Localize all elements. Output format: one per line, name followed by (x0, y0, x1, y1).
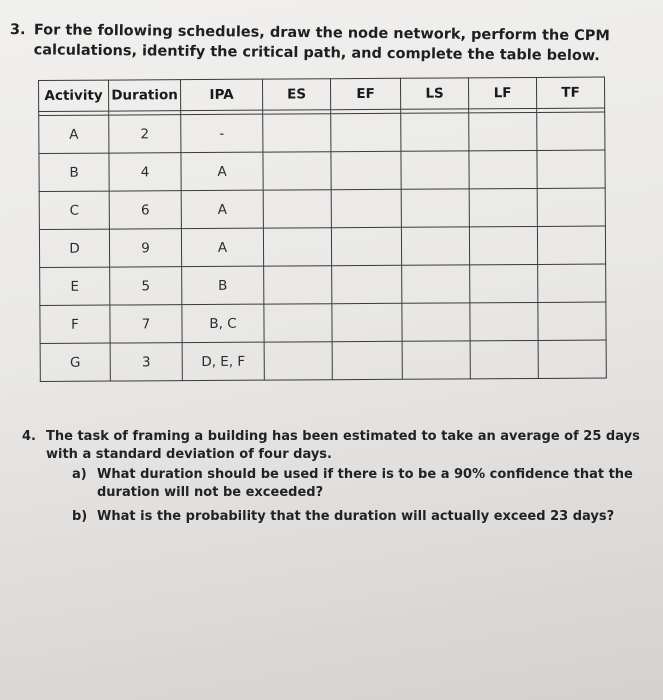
part-b-label: b) (72, 509, 88, 524)
ipa-cell: B, C (182, 304, 264, 343)
es-cell[interactable] (263, 152, 331, 190)
lf-cell[interactable] (469, 188, 537, 226)
activity-cell: B (39, 153, 109, 191)
ef-cell[interactable] (331, 113, 401, 151)
table-row (40, 302, 606, 343)
ipa-cell: A (181, 228, 263, 267)
part-a-text: What duration should be used if there is to be a 90% confidence that the duration will not be exceeded? (97, 467, 633, 500)
header-ls: LS (400, 78, 468, 109)
duration-cell: 3 (110, 343, 182, 381)
ls-cell[interactable] (401, 189, 469, 227)
ef-cell[interactable] (331, 189, 401, 227)
duration-cell: 9 (109, 229, 181, 267)
duration-cell: 7 (110, 305, 182, 343)
ipa-cell: D, E, F (182, 342, 264, 381)
duration-cell: 5 (110, 267, 182, 305)
question-4-text: The task of framing a building has been estimated to take an average of 25 days with a standard deviation of four days. (46, 429, 640, 462)
table-row (39, 150, 605, 191)
tf-cell[interactable] (538, 302, 606, 340)
activity-cell: G (40, 343, 110, 381)
ipa-cell: A (181, 190, 263, 229)
cpm-table (38, 77, 607, 382)
part-b-text: What is the probability that the duration will actually exceed 23 days? (97, 509, 615, 524)
ef-cell[interactable] (331, 227, 401, 265)
ipa-cell: A (181, 152, 263, 191)
header-duration: Duration (109, 80, 181, 111)
duration-cell: 6 (109, 191, 181, 229)
table-row (39, 226, 605, 267)
ls-cell[interactable] (402, 341, 470, 379)
header-activity: Activity (39, 80, 109, 111)
es-cell[interactable] (263, 190, 331, 228)
ls-cell[interactable] (401, 151, 469, 189)
activity-cell: C (39, 191, 109, 229)
part-a-label: a) (72, 467, 87, 482)
duration-cell: 2 (109, 115, 181, 153)
header-es: ES (262, 79, 330, 110)
header-tf: TF (536, 77, 604, 108)
question-3-text: For the following schedules, draw the node network, perform the CPM calculations, identify the critical path, and complete the table below. (33, 22, 610, 65)
lf-cell[interactable] (469, 112, 537, 150)
es-cell[interactable] (263, 114, 331, 152)
lf-cell[interactable] (470, 302, 538, 340)
tf-cell[interactable] (537, 150, 605, 188)
tf-cell[interactable] (537, 112, 605, 150)
header-ef: EF (330, 78, 400, 109)
ls-cell[interactable] (402, 265, 470, 303)
es-cell[interactable] (264, 266, 332, 304)
duration-cell: 4 (109, 153, 181, 191)
ef-cell[interactable] (331, 151, 401, 189)
es-cell[interactable] (264, 342, 332, 380)
ef-cell[interactable] (332, 303, 402, 341)
ipa-cell: - (181, 114, 263, 153)
ls-cell[interactable] (402, 303, 470, 341)
lf-cell[interactable] (469, 226, 537, 264)
es-cell[interactable] (264, 304, 332, 342)
lf-cell[interactable] (470, 340, 538, 378)
lf-cell[interactable] (470, 264, 538, 302)
table-header-row (39, 77, 605, 111)
activity-cell: A (39, 115, 109, 153)
ef-cell[interactable] (332, 265, 402, 303)
table-row (40, 340, 606, 381)
table-row (39, 112, 605, 153)
tf-cell[interactable] (537, 226, 605, 264)
header-lf: LF (468, 77, 536, 108)
es-cell[interactable] (263, 228, 331, 266)
activity-cell: E (40, 267, 110, 305)
table-row (40, 264, 606, 305)
ipa-cell: B (182, 266, 264, 305)
table-row (39, 188, 605, 229)
tf-cell[interactable] (537, 188, 605, 226)
activity-cell: F (40, 305, 110, 343)
tf-cell[interactable] (538, 340, 606, 378)
question-3-number: 3. (9, 21, 26, 39)
activity-cell: D (39, 229, 109, 267)
question-3 (9, 20, 660, 65)
header-ipa: IPA (181, 79, 263, 111)
tf-cell[interactable] (538, 264, 606, 302)
ef-cell[interactable] (332, 341, 402, 379)
ls-cell[interactable] (401, 227, 469, 265)
lf-cell[interactable] (469, 150, 537, 188)
ls-cell[interactable] (401, 113, 469, 151)
question-4-number: 4. (22, 429, 36, 444)
